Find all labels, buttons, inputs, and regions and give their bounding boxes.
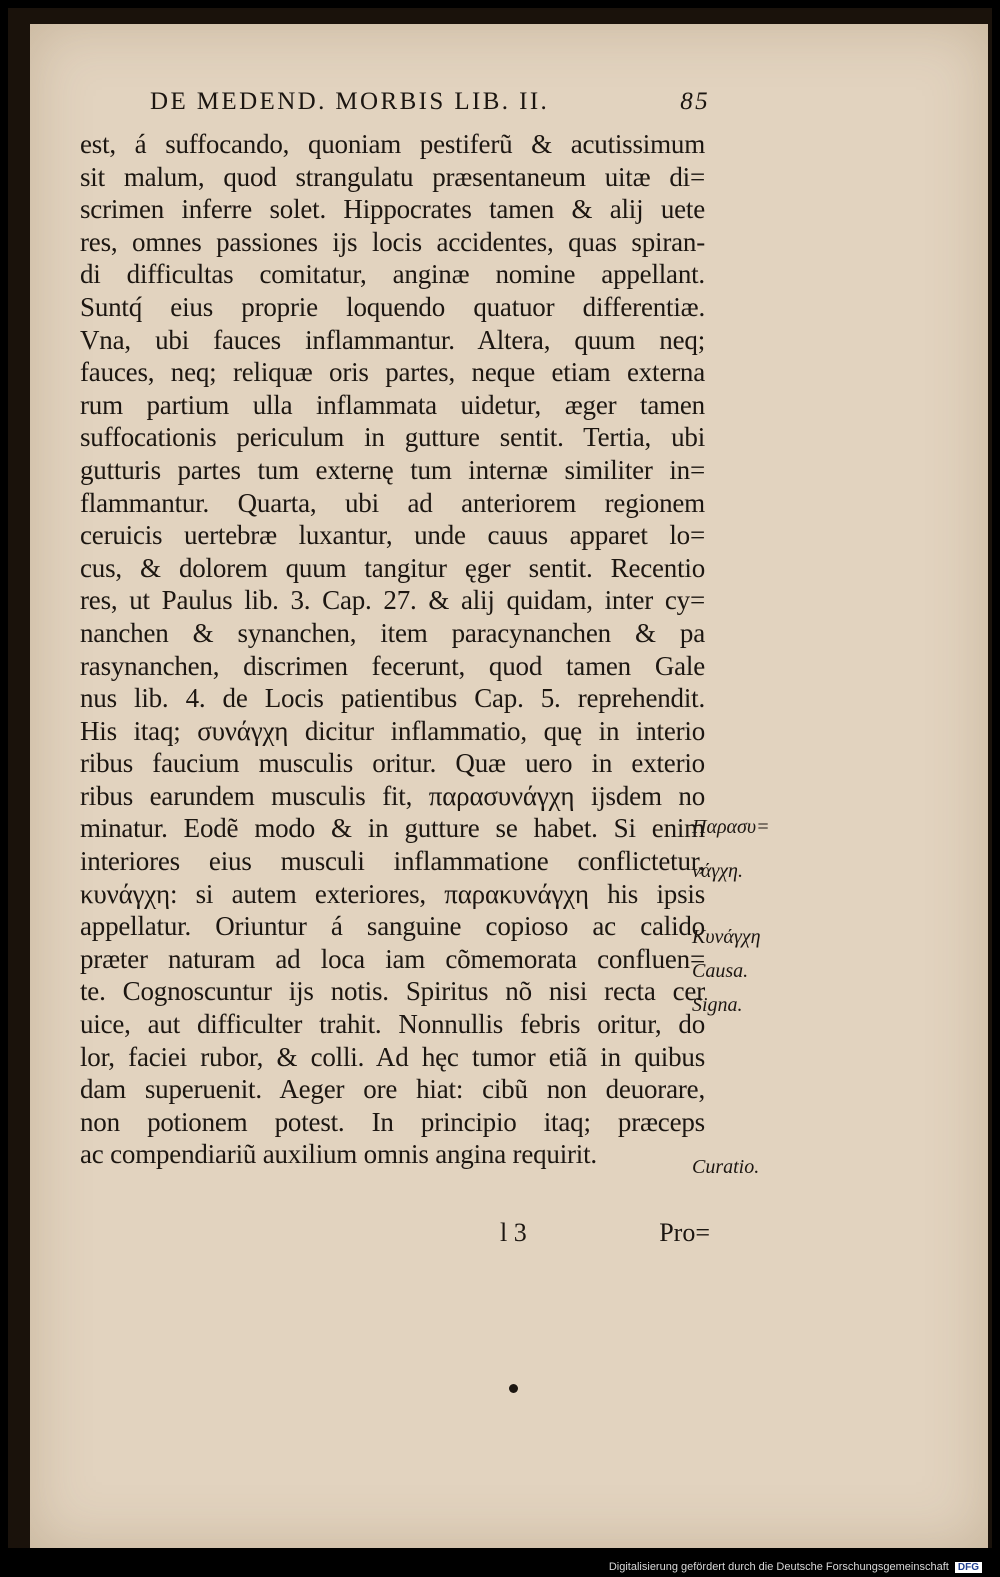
text-line: suffocationis periculum in gutture sentit. Tertia, ubi bbox=[80, 422, 705, 453]
credit-text: Digitalisierung gefördert durch die Deutsche Forschungsgemeinschaft bbox=[608, 1561, 949, 1573]
margin-note-parasynanche-cont: νάγχη. bbox=[692, 860, 743, 882]
digitization-credit bbox=[609, 1561, 982, 1573]
text-line: res, ut Paulus lib. 3. Cap. 27. & alij quidam, inter cy= bbox=[80, 585, 705, 616]
text-line: præter naturam ad loca iam cõmemorata confluen= bbox=[80, 943, 705, 974]
margin-note-curatio: Curatio. bbox=[692, 1156, 760, 1178]
text-line: rasynanchen, discrimen fecerunt, quod tamen Gale bbox=[80, 650, 705, 681]
text-line: non potionem potest. In principio itaq; præceps bbox=[80, 1106, 705, 1137]
text-line: nus lib. 4. de Locis patientibus Cap. 5. reprehendit. bbox=[80, 683, 705, 714]
text-line: sit malum, quod strangulatu præsentaneum uitæ di= bbox=[80, 161, 705, 192]
text-line: te. Cognoscuntur ijs notis. Spiritus nõ nisi recta cer bbox=[80, 976, 705, 1007]
catchword: Pro= bbox=[659, 1218, 710, 1247]
text-line: Vna, ubi fauces inflammantur. Altera, quum neq; bbox=[80, 324, 705, 355]
text-line: appellatur. Oriuntur á sanguine copioso ac calido bbox=[80, 911, 705, 942]
text-line: nanchen & synanchen, item paracynanchen & pa bbox=[80, 617, 705, 648]
ink-dot bbox=[509, 1384, 518, 1393]
text-line: gutturis partes tum externę tum internæ similiter in= bbox=[80, 454, 705, 485]
text-line: ceruicis uertebræ luxantur, unde cauus apparet lo= bbox=[80, 520, 705, 551]
margin-note-signa: Signa. bbox=[692, 994, 743, 1016]
signature-mark: l 3 bbox=[500, 1218, 527, 1247]
text-line: res, omnes passiones ijs locis accidentes, quas spiran- bbox=[80, 226, 705, 257]
text-line: di difficultas comitatur, anginæ nomine appellant. bbox=[80, 259, 705, 290]
text-line: dam superuenit. Aeger ore hiat: cibũ non deuorare, bbox=[80, 1074, 705, 1105]
text-line: est, á suffocando, quoniam pestiferũ & acutissimum bbox=[80, 129, 705, 159]
text-line: cus, & dolorem quum tangitur ęger sentit. Recentio bbox=[80, 552, 705, 583]
text-line: ac compendiariũ auxilium omnis angina requirit. bbox=[80, 1139, 597, 1170]
text-line: lor, faciei rubor, & colli. Ad hęc tumor etiã in quibus bbox=[80, 1041, 705, 1072]
body-text bbox=[80, 128, 705, 1171]
text-line: κυνάγχη: si autem exteriores, παρακυνάγχη his ipsis bbox=[80, 878, 705, 909]
margin-note-parasynanche: Παρασυ= bbox=[692, 816, 770, 838]
page-number: 85 bbox=[680, 88, 710, 115]
running-head-title: DE MEDEND. MORBIS LIB. II. bbox=[150, 88, 550, 115]
margin-note-kynanche: Κυνάγχη bbox=[692, 926, 761, 948]
text-line: minatur. Eodẽ modo & in gutture se habet. Si enim bbox=[80, 813, 705, 844]
text-line: scrimen inferre solet. Hippocrates tamen & alij uete bbox=[80, 194, 705, 225]
text-line: Suntq́ eius proprie loquendo quatuor differentiæ. bbox=[80, 291, 705, 322]
margin-note-causa: Causa. bbox=[692, 960, 749, 982]
text-line: ribus faucium musculis oritur. Quæ uero in exterio bbox=[80, 748, 705, 779]
text-line: rum partium ulla inflammata uidetur, æger tamen bbox=[80, 389, 705, 420]
text-line: fauces, neq; reliquæ oris partes, neque etiam externa bbox=[80, 357, 705, 388]
text-line: uice, aut difficulter trahit. Nonnullis febris oritur, do bbox=[80, 1009, 705, 1040]
text-line: interiores eius musculi inflammatione conflictetur, bbox=[80, 846, 705, 877]
dfg-logo: DFG bbox=[955, 1562, 982, 1573]
text-line: His itaq; συνάγχη dicitur inflammatio, quę in interio bbox=[80, 715, 705, 746]
text-line: ribus earundem musculis fit, παρασυνάγχη ijsdem no bbox=[80, 780, 705, 811]
text-line: flammantur. Quarta, ubi ad anteriorem regionem bbox=[80, 487, 705, 518]
running-head bbox=[150, 88, 710, 116]
